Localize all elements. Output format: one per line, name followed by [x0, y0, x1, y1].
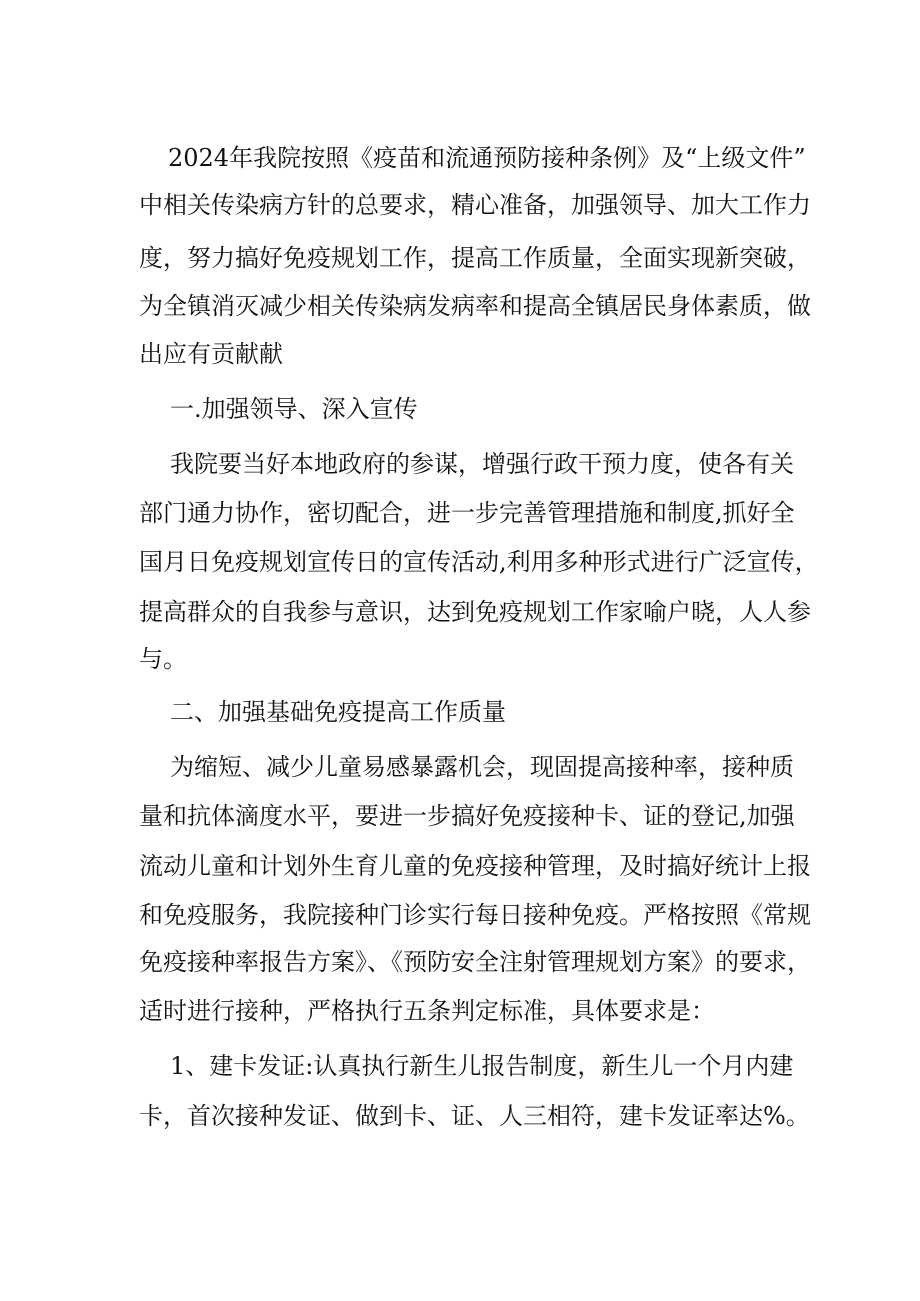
list-item-1-line: 卡，首次接种发证、做到卡、证、人三相符，建卡发证率达%。 — [139, 1102, 810, 1130]
section-1-line: 部门通力协作，密切配合，进一步完善管理措施和制度,抓好全 — [139, 499, 795, 527]
section-2-line: 流动儿童和计划外生育儿童的免疫接种管理，及时搞好统计上报 — [139, 852, 811, 880]
section-heading-1: 一.加强领导、深入宣传 — [170, 395, 418, 423]
intro-line: 出应有贡献献 — [139, 340, 283, 368]
list-item-1-line: 1、建卡发证:认真执行新生儿报告制度，新生儿一个月内建 — [170, 1052, 794, 1080]
intro-line: 中相关传染病方针的总要求，精心准备，加强领导、加大工作力 — [139, 191, 811, 219]
section-2-line: 适时进行接种，严格执行五条判定标准，具体要求是： — [139, 997, 715, 1025]
intro-line: 为全镇消灭减少相关传染病发病率和提高全镇居民身体素质，做 — [139, 292, 811, 320]
section-2-line: 和免疫服务，我院接种门诊实行每日接种免疫。严格按照《常规 — [139, 901, 811, 929]
section-1-line: 与。 — [139, 645, 187, 673]
section-2-line: 量和抗体滴度水平，要进一步搞好免疫接种卡、证的登记,加强 — [139, 802, 795, 830]
intro-line: 度，努力搞好免疫规划工作，提高工作质量，全面实现新突破， — [139, 244, 811, 272]
section-1-line: 我院要当好本地政府的参谋，增强行政干预力度，使各有关 — [170, 450, 794, 478]
section-2-line: 免疫接种率报告方案》、《预防安全注射管理规划方案》的要求， — [139, 948, 811, 976]
section-1-line: 国月日免疫规划宣传日的宣传活动,利用多种形式进行广泛宣传， — [139, 548, 819, 576]
section-2-line: 为缩短、减少儿童易感暴露机会，现固提高接种率，接种质 — [170, 753, 794, 781]
section-heading-2: 二、加强基础免疫提高工作质量 — [170, 698, 506, 726]
intro-line: 2024年我院按照《疫苗和流通预防接种条例》及“上级文件” — [168, 144, 806, 172]
section-1-line: 提高群众的自我参与意识，达到免疫规划工作家喻户晓，人人参 — [139, 598, 811, 626]
